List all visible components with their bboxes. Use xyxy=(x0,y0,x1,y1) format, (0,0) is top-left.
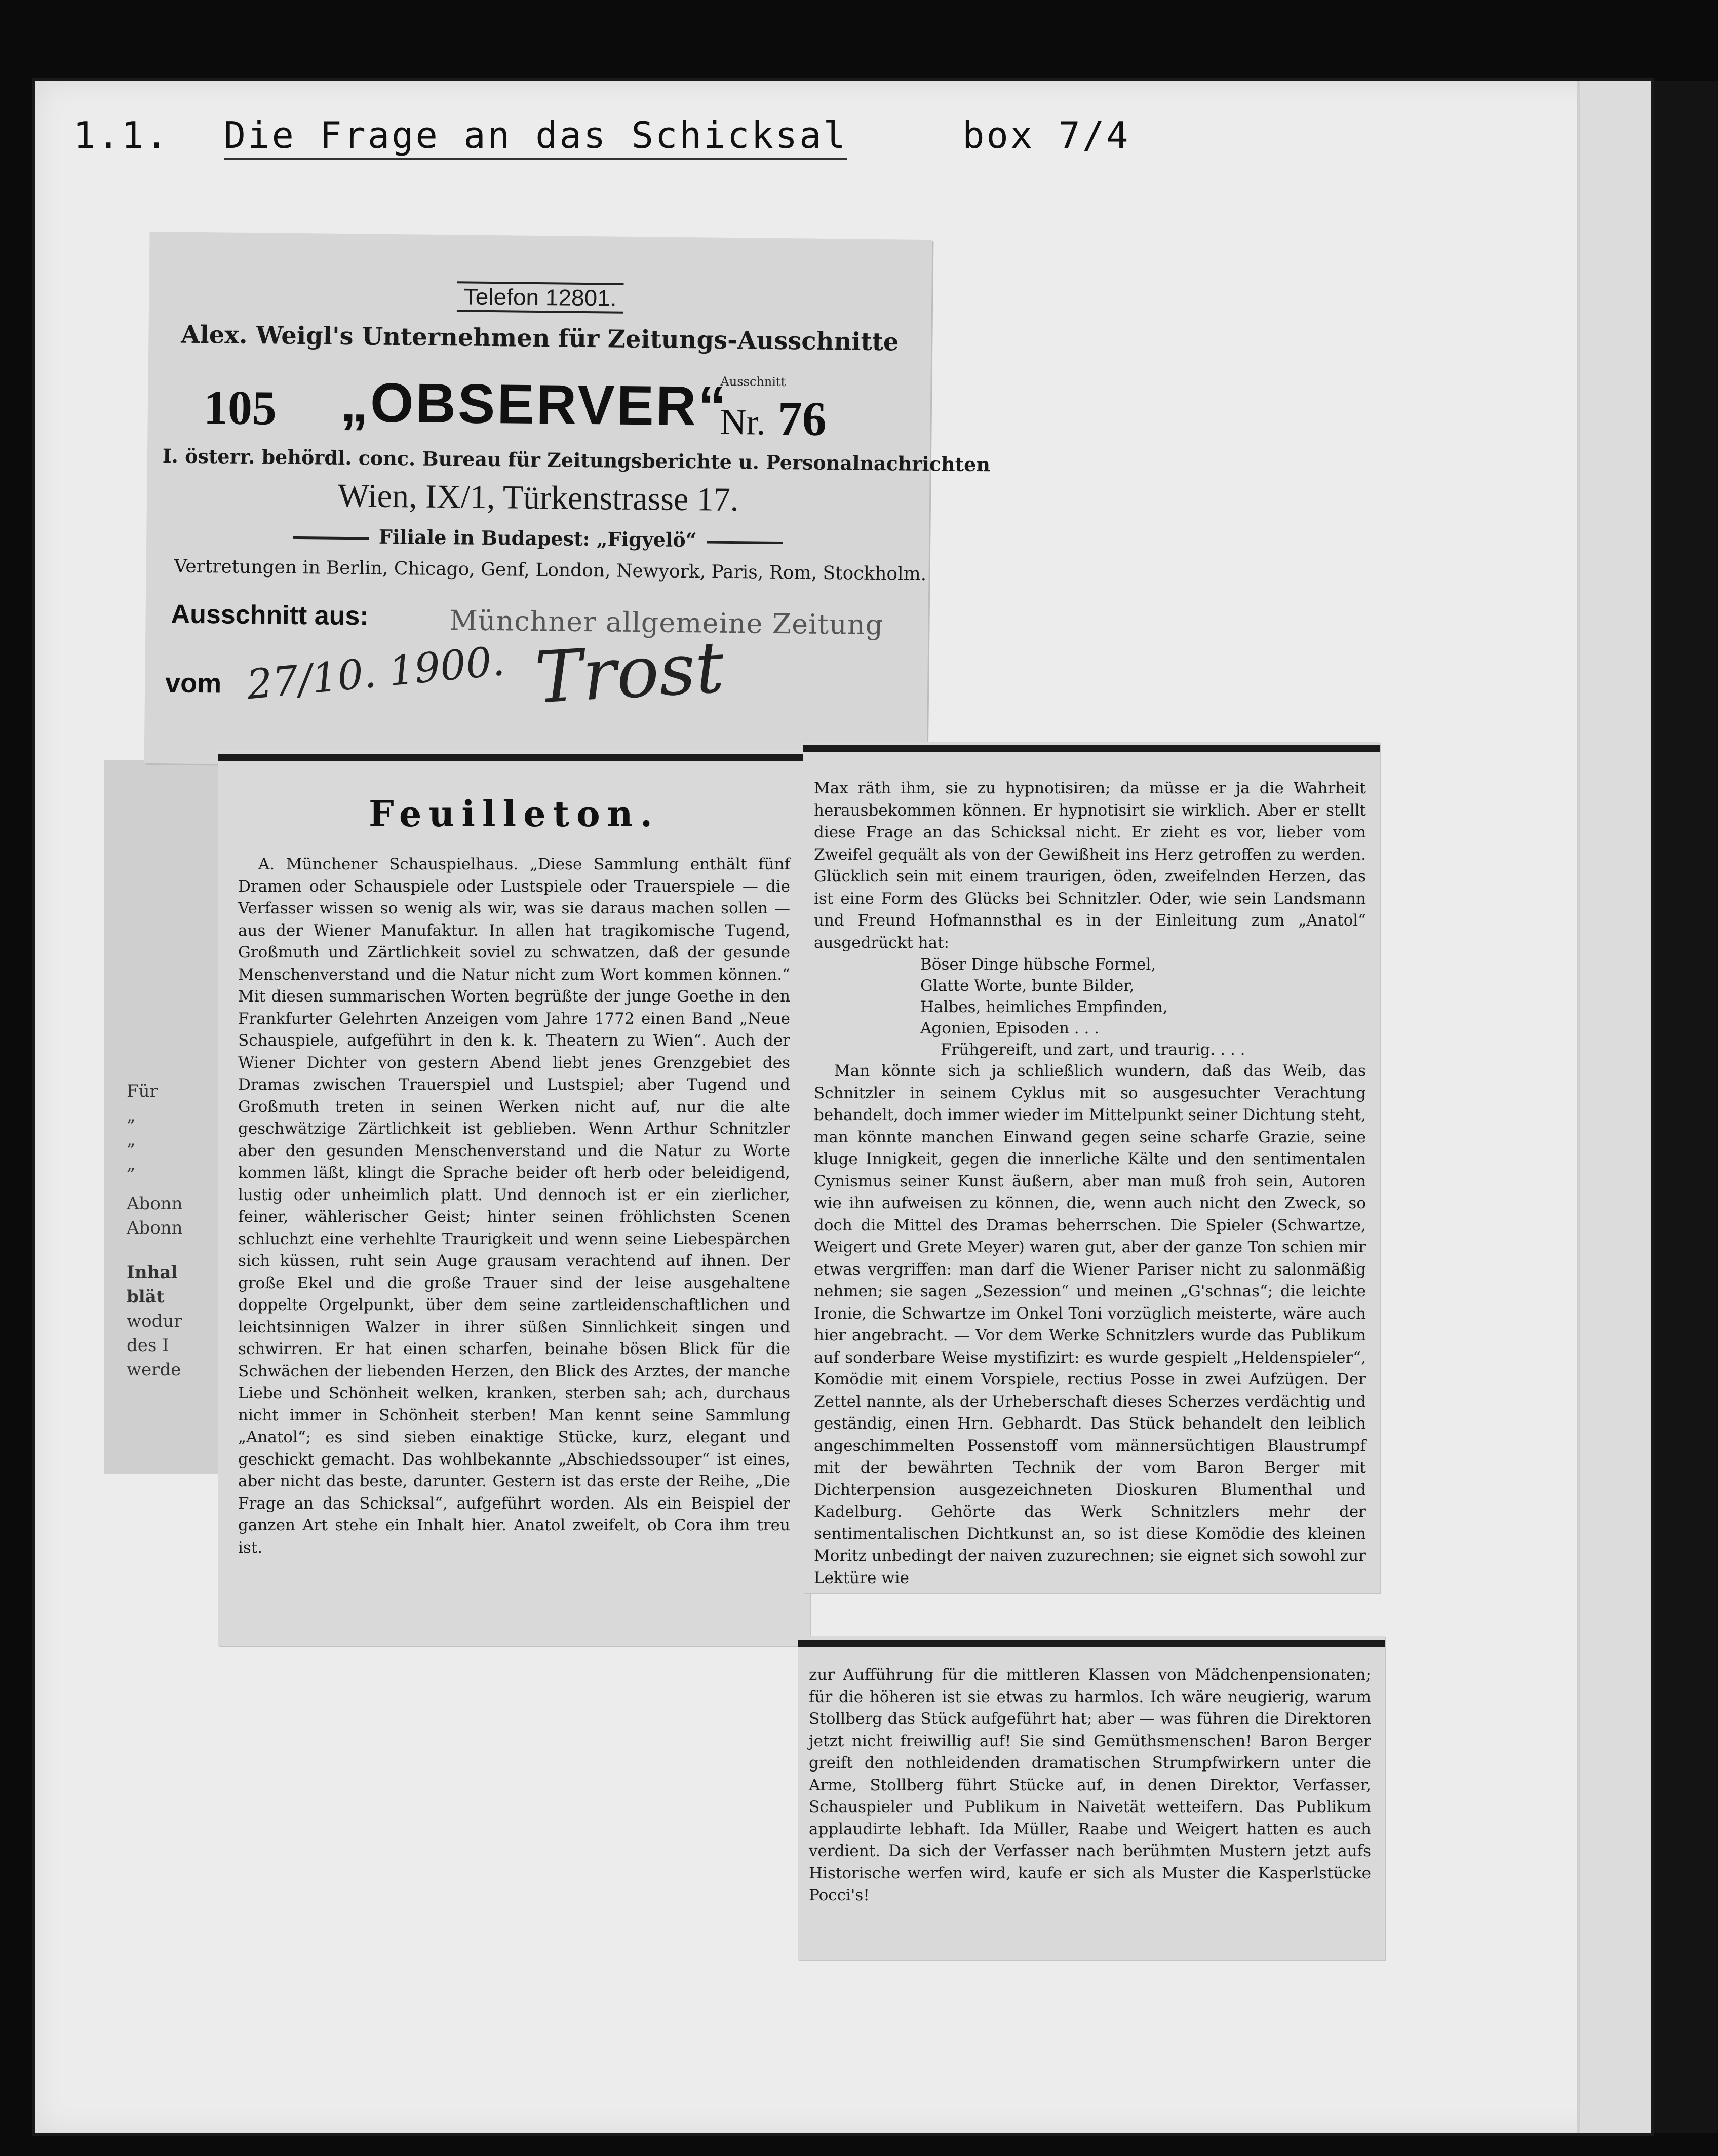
slip-address: Wien, IX/1, Türkenstrasse 17. xyxy=(337,477,739,519)
slip-nr: Nr. 76 xyxy=(720,391,827,446)
slip-margin-fragments: Für „ „ „ Abonn Abonn Inhal blät wodur des I werde xyxy=(127,1081,183,1380)
feuilleton-headline: Feuilleton. xyxy=(369,793,659,835)
slip-representations: Vertretungen in Berlin, Chicago, Genf, London, Newyork, Paris, Rom, Stockholm. xyxy=(174,556,927,585)
archive-header xyxy=(73,114,1238,170)
clipping-continuation xyxy=(798,1636,1385,1960)
slip-handwritten-note: Trost xyxy=(532,626,726,720)
document-title: Die Frage an das Schicksal xyxy=(224,114,847,160)
clipping-right-top-rule xyxy=(803,745,1380,752)
slip-number-left: 105 xyxy=(203,380,277,435)
slip-ausschnitt-small: Ausschnitt xyxy=(720,374,786,390)
slip-filiale: Filiale in Budapest: „Figyelö“ xyxy=(146,523,929,554)
slip-date-handwritten: 27/10. 1900. xyxy=(245,637,507,709)
box-number: box 7/4 xyxy=(962,114,1130,157)
clipping-left-column xyxy=(218,750,810,1646)
clipping-continuation-rule xyxy=(798,1640,1385,1647)
observer-slip xyxy=(144,232,991,772)
slip-firm: Alex. Weigl's Unternehmen für Zeitungs-Ausschnitte xyxy=(180,320,899,357)
slip-bureau: I. österr. behördl. conc. Bureau für Zeitungsberichte u. Personalnachrichten xyxy=(162,444,991,476)
article-left-text: A. Münchener Schauspielhaus. „Diese Sammlung enthält fünf Dramen oder Schauspiele oder Lustspiele oder Trauerspiele — die Verfasser wissen so wenig als wir, was sie daraus machen sollen — aus der Wiener Manufaktur. In allen hat tragikomische Tugend, Großmuth und Zärtlichkeit soviel zu schwatzen, daß der gesunde Menschenverstand und die Natur nicht zum Wort kommen können.“ Mit diesen summarischen Worten begrüßte der junge Goethe in den Frankfurter Gelehrten Anzeigen vom Jahre 1772 einen Band „Neue Schauspiele, aufgeführt in den k. k. Theatern zu Wien“. Auch der Wiener Dichter von gestern Abend liebt jenes Grenzgebiet des Dramas zwischen Trauerspiel und Lustspiel; aber Tugend und Großmuth treten in seinen Werken nicht auf, nur die alte geschwätzige Zärtlichkeit ist geblieben. Wenn Arthur Schnitzler aber den gesunden Menschenverstand und die Natur zu Worte kommen läßt, klingt die Sprache beider oft herb oder beleidigend, lustig oder unheimlich platt. Und dennoch ist er ein zierlicher, feiner, wählerischer Geist; hinter seinen fröhlichsten Scenen schluchzt eine verhehlte Traurigkeit und wenn seine Liebespärchen sich küssen, ruht sein Auge grausam verachtend auf ihnen. Der große Ekel und die große Trauer sind der leise ausgehaltene doppelte Orgelpunkt, über dem seine zartleidenschaftlichen und leichtsinnigen Walzer in ihrer süßen Sinnlichkeit singen und schwirren. Er hat einen scharfen, beinahe bösen Blick für die Schwächen der liebenden Herzen, den Blick des Arztes, der manche Liebe und Schönheit welken, kranken, sterben sah; ach, durchaus nicht immer in Schönheit sterben! Man kennt seine Sammlung „Anatol“; es sind sieben einaktige Stücke, kurz, elegant und geschickt gemacht. Das wohlbekannte „Abschiedssouper“ ist eines, aber nicht das beste, darunter. Gestern ist das erste der Reihe, „Die Frage an das Schicksal“, aufgeführt worden. Als ein Beispiel der ganzen Art stehe ein Inhalt hier. Anatol zweifelt, ob Cora ihm treu ist. xyxy=(238,855,790,1557)
slip-nr-value: 76 xyxy=(777,391,827,446)
series-number: 1.1. xyxy=(73,114,170,157)
slip-source-newspaper: Münchner allgemeine Zeitung xyxy=(449,604,884,641)
article-continuation-text: zur Aufführung für die mittleren Klassen von Mädchenpensionaten; für die höheren ist sie etwas zu harmlos. Ich wäre neugierig, warum Stollberg das Stück aufgeführt hat; aber — was führen die Direktoren jetzt nicht freiwillig auf! Sie sind Gemüthsmenschen! Baron Berger greift den nothleidenden dramatischen Strumpfwirkern unter die Arme, Stollberg führt Stücke auf, in denen Direktor, Verfasser, Schauspieler und Publikum in Naivetät wetteifern. Das Publikum applaudirte lebhaft. Ida Müller, Raabe und Weigert hatten es auch verdient. Da sich der Verfasser nach berühmten Mustern jetzt aufs Historische werfen wird, kaufe er sich als Muster die Kasperlstücke Pocci's! xyxy=(809,1666,1371,1904)
article-right-text: Max räth ihm, sie zu hypnotisiren; da müsse er ja die Wahrheit herausbekommen können. Er hypnotisirt sie wirklich. Aber er stellt diese Frage an das Schicksal nicht. Er zieht es vor, lieber vom Zweifel gequält als von der Gewißheit ins Herz getroffen zu werden. Glücklich sein mit einem traurigen, öden, zweifelnden Herzen, das ist eine Form des Glücks bei Schnitzler. Oder, wie sein Landsmann und Freund Hofmannsthal es in der Einleitung zum „Anatol“ ausgedrückt hat: Böser Dinge hübsche Formel, Glatte Worte, bunte Bilder, Halbes, heimliches Empfinden, Agonien, Episoden . . . Frühgereift, und zart, und traurig. . . . Man könnte sich ja schließlich wundern, daß das Weib, das Schnitzler in seinem Cyklus mit so ausgesuchter Verachtung behandelt, doch immer wieder im Mittelpunkt seiner Dichtung steht, man könnte manchen Einwand gegen seine scharfe Grazie, seine kluge Innigkeit, gegen die innerliche Kälte und den sentimentalen Cynismus seiner Kunst äußern, aber man muß froh sein, Autoren wie ihn aufweisen zu können, die, wenn auch nicht den Zweck, so doch die Mittel des Dramas beherrschen. Die Spieler (Schwartze, Weigert und Grete Meyer) waren gut, aber der ganze Ton schien mir etwas vergriffen: man darf die Wiener Pariser nicht zu salonmäßig nehmen; sie sagen „Sezession“ und meinen „G'schnas“; die leichte Ironie, die Schwartze im Onkel Toni vorzüglich meisterte, wäre auch hier angebracht. — Vor dem Werke Schnitzlers wurde das Publikum auf sonderbare Weise mystifizirt: es wurde gespielt „Heldenspieler“, Komödie mit einem Vorspiele, rectius Posse in zwei Aufzügen. Der Zettel nannte, als der Urheberschaft dieses Scherzes verdächtig und geständig, einen Hrn. Gebhardt. Das Stück behandelt den leiblich angeschimmelten Possenstoff vom männersüchtigen Blaustrumpf mit der bewährten Technik der vom Baron Berger mit Dichterpension ausgezeichneten Dioskuren Blumenthal und Kadelburg. Gehörte das Werk Schnitzlers mehr der sentimentalischen Dichtkunst an, so ist diese Komödie des kleinen Moritz unbedingt der naiven zuzurechnen; sie eignet sich sowohl zur Lektüre wie xyxy=(814,779,1366,1587)
slip-brand: „OBSERVER“ xyxy=(340,371,729,438)
sheet-right-strip xyxy=(1577,81,1651,2133)
clipping-right-column xyxy=(803,742,1380,1593)
film-border-top xyxy=(0,0,1718,81)
slip-date-label: vom xyxy=(165,668,222,699)
clipping-top-rule xyxy=(218,754,810,761)
slip-ausschnitt-label: Ausschnitt aus: xyxy=(171,599,369,631)
slip-phone: Telefon 12801. xyxy=(149,280,931,315)
film-border-left xyxy=(0,0,35,2156)
film-border-bottom xyxy=(0,2133,1718,2156)
hofmannsthal-quote: Böser Dinge hübsche Formel, Glatte Worte, bunte Bilder, Halbes, heimliches Empfinden, Agonien, Episoden . . . Frühgereift, und zart, und traurig. . . . xyxy=(920,955,1245,1059)
